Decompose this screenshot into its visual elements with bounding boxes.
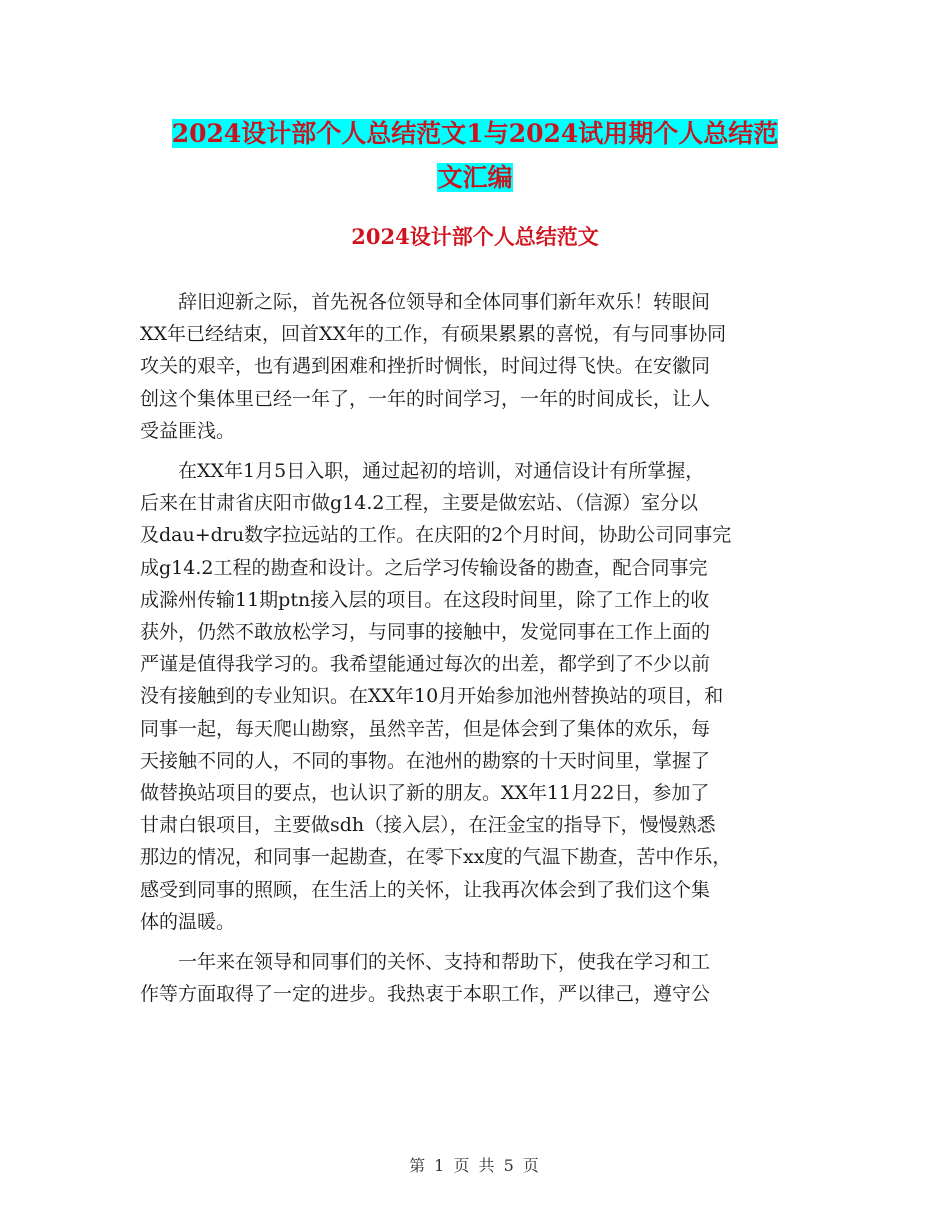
document-title xyxy=(0,112,950,200)
text-line: 成滁州传输11期ptn接入层的项目。在这段时间里，除了工作上的收 xyxy=(140,588,710,611)
text-line: 严谨是值得我学习的。我希望能通过每次的出差，都学到了不少以前 xyxy=(140,653,711,676)
title-line-2: 文汇编 xyxy=(437,163,513,192)
text-line: 创这个集体里已经一年了，一年的时间学习，一年的时间成长，让人 xyxy=(140,387,711,410)
text-line: 体的温暖。 xyxy=(140,910,236,933)
title-line-1: 2024设计部个人总结范文1与2024试用期个人总结范 xyxy=(171,119,779,148)
section-title: 2024设计部个人总结范文 xyxy=(351,224,599,249)
text-line: 做替换站项目的要点，也认识了新的朋友。XX年11月22日，参加了 xyxy=(140,782,710,805)
text-line: 同事一起，每天爬山勘察，虽然辛苦，但是体会到了集体的欢乐，每 xyxy=(140,717,711,740)
text-line: 一年来在领导和同事们的关怀、支持和帮助下，使我在学习和工 xyxy=(140,951,711,974)
text-line: 没有接触到的专业知识。在XX年10月开始参加池州替换站的项目，和 xyxy=(140,685,724,708)
body-text xyxy=(140,286,820,1018)
text-line: 获外，仍然不敢放松学习，与同事的接触中，发觉同事在工作上面的 xyxy=(140,621,711,644)
text-line: XX年已经结束，回首XX年的工作，有硕果累累的喜悦，有与同事协同 xyxy=(140,323,727,346)
text-line: 攻关的艰辛，也有遇到困难和挫折时惆怅，时间过得飞快。在安徽同 xyxy=(140,355,711,378)
text-line: 甘肃白银项目，主要做sdh（接入层），在汪金宝的指导下，慢慢熟悉 xyxy=(140,814,716,837)
text-line: 作等方面取得了一定的进步。我热衷于本职工作，严以律己，遵守公 xyxy=(140,983,711,1006)
page-footer: 第 1 页 共 5 页 xyxy=(409,1156,541,1175)
text-line: 及dau+dru数字拉远站的工作。在庆阳的2个月时间，协助公司同事完 xyxy=(140,524,732,547)
text-line: 受益匪浅。 xyxy=(140,419,236,442)
text-line: 天接触不同的人，不同的事物。在池州的勘察的十天时间里，掌握了 xyxy=(140,749,711,772)
text-line: 在XX年1月5日入职，通过起初的培训，对通信设计有所掌握， xyxy=(140,460,705,483)
text-line: 感受到同事的照顾，在生活上的关怀，让我再次体会到了我们这个集 xyxy=(140,878,711,901)
text-line: 后来在甘肃省庆阳市做g14.2工程，主要是做宏站、（信源）室分以 xyxy=(140,492,698,515)
text-line: 辞旧迎新之际，首先祝各位领导和全体同事们新年欢乐！转眼间 xyxy=(140,291,711,313)
paragraph-2 xyxy=(140,455,820,938)
text-line: 那边的情况，和同事一起勘查，在零下xx度的气温下勘查，苦中作乐， xyxy=(140,846,732,869)
paragraph-1 xyxy=(140,286,820,447)
paragraph-3 xyxy=(140,946,820,1010)
text-line: 成g14.2工程的勘查和设计。之后学习传输设备的勘查，配合同事完 xyxy=(140,556,708,579)
